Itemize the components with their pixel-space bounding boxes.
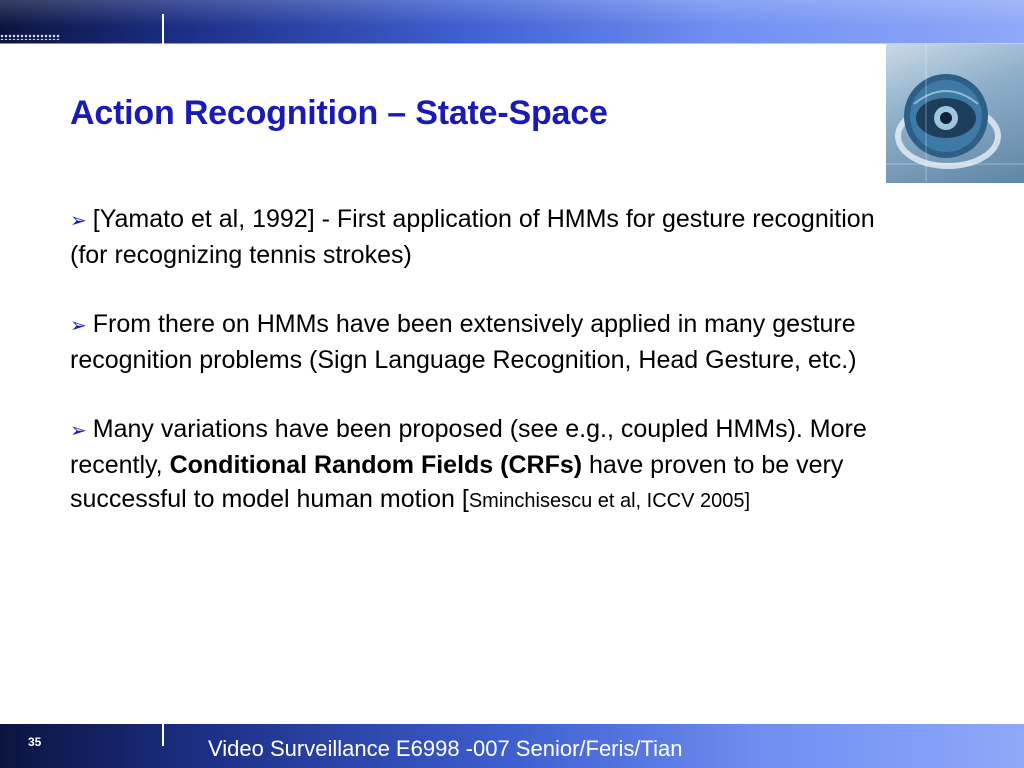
bullet-text: From there on HMMs have been extensively applied in many gesture recognition problems (Sign Language Recognition, Head Gesture, etc.) [70,310,857,374]
bullet-item [70,202,890,272]
bullet-item [70,307,890,377]
top-banner [0,0,1024,44]
banner-divider [162,724,164,746]
bullet-text: Many variations have been proposed (see e.g., coupled HMMs). More recently, [70,415,867,479]
eye-globe-logo [886,44,1024,183]
arrow-bullet-icon: ➢ [70,420,87,442]
slide-title: Action Recognition – State-Space [70,94,608,132]
bullet-list [70,202,890,553]
banner-divider [162,14,164,44]
banner-highlight [0,0,1024,44]
bullet-text: [Yamato et al, 1992] - First application of HMMs for gesture recognition (for recognizing tennis strokes) [70,205,875,269]
banner-underline [0,43,1024,44]
page-number: 35 [28,735,42,749]
banner-dot-pattern [0,34,60,40]
footer-text: Video Surveillance E6998 -007 Senior/Feris/Tian [208,736,683,761]
bullet-highlight: Conditional Random Fields (CRFs) [169,451,583,479]
arrow-bullet-icon: ➢ [70,315,87,337]
bullet-text: have proven to be very successful to model human motion [70,451,844,513]
citation-bracket: [ [461,485,469,513]
citation: Sminchisescu et al, ICCV 2005] [468,490,751,512]
bullet-item [70,412,890,518]
arrow-bullet-icon: ➢ [70,210,87,232]
